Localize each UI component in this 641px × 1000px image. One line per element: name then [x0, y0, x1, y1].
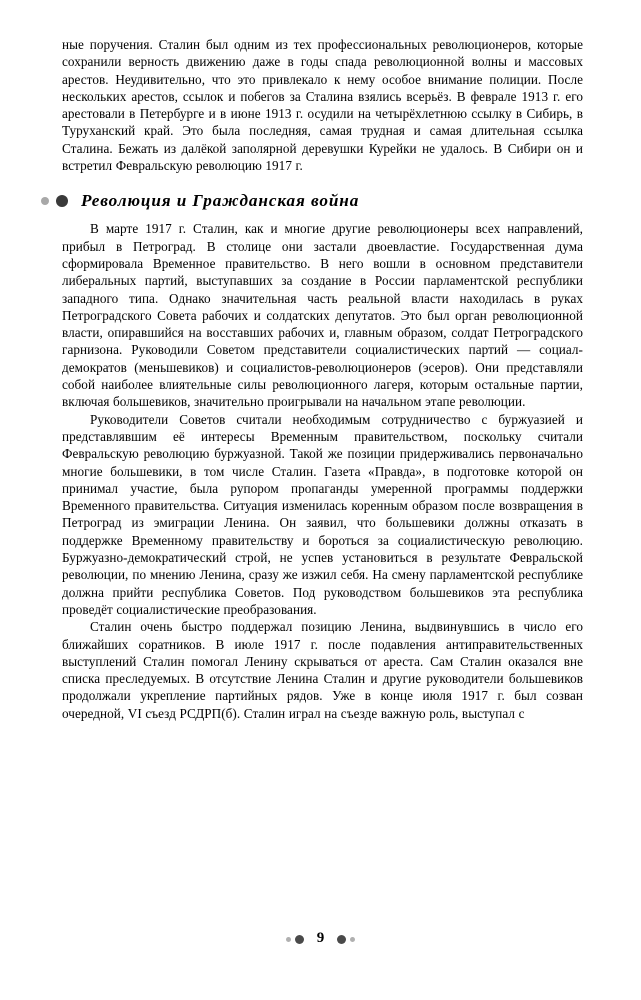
footer-dot-right-outer-icon [350, 937, 355, 942]
footer-dot-left-inner-icon [295, 935, 304, 944]
section-heading-title: Революция и Гражданская война [81, 191, 360, 211]
footer-dot-right-inner-icon [337, 935, 346, 944]
footer-dot-left-outer-icon [286, 937, 291, 942]
section-heading [41, 188, 583, 214]
paragraph-continuation: ные поручения. Сталин был одним из тех профессиональных революционеров, которые сохранили верность движению даже в годы спада революционной волны и массовых арестов. Неудивительно, что это привлекало к нему особое внимание полиции. После нескольких арестов, ссылок и побегов за Сталина взялись всерьёз. В феврале 1913 г. его арестовали в Петербурге и в июне 1913 г. осудили на четырёхлетнюю ссылку в Сибирь, в Туруханский край. Это была последняя, самая трудная и самая длительная ссылка Сталина. Бежать из далёкой заполярной деревушки Курейки не удалось. В Сибири он и встретил Февральскую революцию 1917 г. [62, 37, 583, 174]
bullet-large-icon [56, 195, 68, 207]
paragraph-soviet-leaders: Руководители Советов считали необходимым сотрудничество с буржуазией и представлявшим её интересы Временным правительством, поскольку считали Февральскую революцию буржуазной. Такой же позиции придерживались первоначально многие большевики, в том числе Сталин. Газета «Правда», в подготовке которой он принимал участие, была рупором пропаганды умеренной программы поддержки Временного правительства. Ситуация изменилась коренным образом после возвращения в Петроград из эмиграции Ленина. Он заявил, что большевики должны отказать в поддержке Временному правительству и бороться за социалистическую революцию. Буржуазно-демократический строй, не успев установиться в результате Февральской революции, по мнению Ленина, сразу же изжил себя. На смену парламентской республике должна прийти республика Советов. Под руководством большевиков эта республика проведёт социалистические преобразования. [62, 411, 583, 617]
paragraph-revolution-march-1917: В марте 1917 г. Сталин, как и многие другие революционеры всех направлений, прибыл в Петроград. В столице они застали двоевластие. Государственная дума сформировала Временное правительство. В него вошли в основном представители либеральных партий, выступавших за создание в России парламентской республики западного типа. Однако значительная часть реальной власти находилась в руках Петроградского Совета рабочих и солдатских депутатов. Это был орган революционной власти, опиравшийся на восставших рабочих и, главным образом, солдат Петроградского гарнизона. Руководили Советом представители социалистических партий — социал-демократов (меньшевиков) и социалистов-революционеров (эсеров). Они представляли собой наиболее влиятельные силы революционного лагеря, которым остальные партии, включая большевиков, значительно проигрывали на начальном этапе революции. [62, 221, 583, 410]
paragraph-stalin-supports-lenin: Сталин очень быстро поддержал позицию Ленина, выдвинувшись в число его ближайших соратников. В июле 1917 г. после подавления антиправительственных выступлений Сталин помогал Ленину скрываться от ареста. Сам Сталин оказался вне списка преследуемых. В отсутствие Ленина Сталин и другие руководители большевиков продолжали укрепление партийных рядов. Уже в конце июля 1917 г. был созван очередной, VI съезд РСДРП(б). Сталин играл на съезде важную роль, выступал с [62, 619, 583, 721]
bullet-small-icon [41, 197, 49, 205]
page-text-column [62, 36, 583, 722]
page-footer [0, 931, 641, 947]
page-number: 9 [316, 930, 325, 946]
